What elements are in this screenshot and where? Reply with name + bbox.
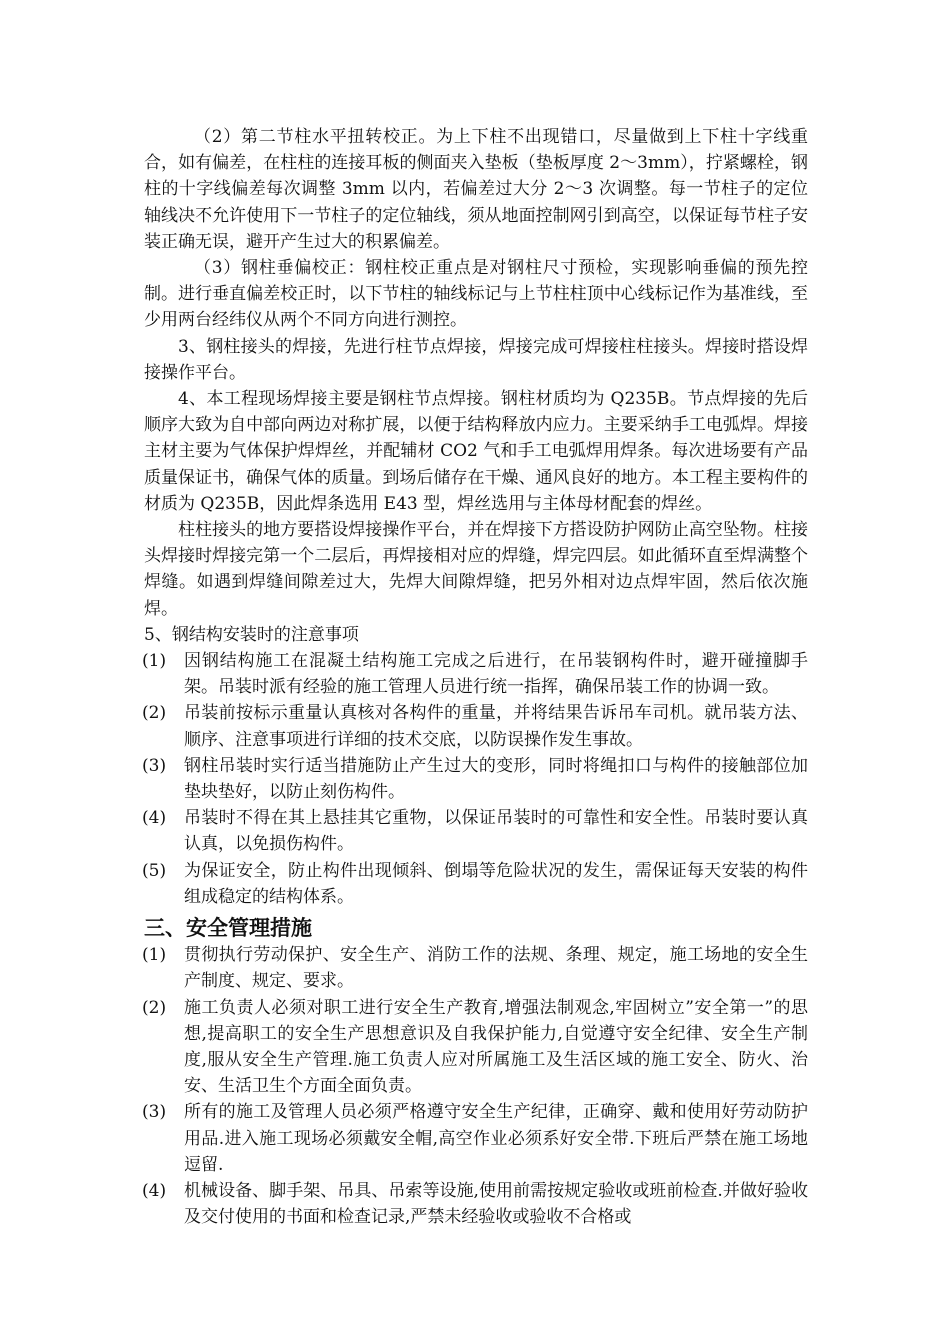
list-item-text: 施工负责人必须对职工进行安全生产教育,增强法制观念,牢固树立”安全第一”的思想,提高职工的安全生产思想意识及自我保护能力,自觉遵守安全纪律、安全生产制度,服从安全生产管理.施工负责人应对所属施工及生活区域的施工安全、防火、治安、生活卫生个方面全面负责。 bbox=[184, 997, 808, 1097]
list-item-text: 钢柱吊装时实行适当措施防止产生过大的变形，同时将绳扣口与构件的接触部位加垫块垫好，以防止刻伤构件。 bbox=[184, 755, 808, 803]
list-item-number: (2) bbox=[142, 703, 167, 724]
document-page bbox=[144, 124, 808, 1230]
list-item bbox=[144, 805, 808, 857]
section-heading-safety: 三、安全管理措施 bbox=[144, 916, 312, 941]
list-item-number: (4) bbox=[142, 1180, 167, 1201]
list-item-number: (3) bbox=[142, 755, 167, 776]
list-item-number: (2) bbox=[142, 997, 167, 1018]
list-item-text: 吊装时不得在其上悬挂其它重物，以保证吊装时的可靠性和安全性。吊装时要认真认真，以免损伤构件。 bbox=[184, 808, 808, 855]
list-item bbox=[144, 700, 808, 752]
list-item bbox=[144, 1178, 808, 1230]
list-item-text: 吊装前按标示重量认真核对各构件的重量，并将结果告诉吊车司机。就吊装方法、顺序、注意事项进行详细的技术交底，以防误操作发生事故。 bbox=[184, 703, 808, 750]
paragraph-site-welding: 4、本工程现场焊接主要是钢柱节点焊接。钢柱材质均为 Q235B。节点焊接的先后顺序大致为自中部向两边对称扩展，以便于结构释放内应力。主要采纳手工电弧焊。焊接主材主要为气体保护焊焊丝，并配辅材 CO2 气和手工电弧焊用焊条。每次进场要有产品质量保证书，确保气体的质量。到场后储存在干燥、通风良好的地方。本工程主要构件的材质为 Q235B，因此焊条选用 E43 型，焊丝选用与主体母材配套的焊丝。 bbox=[144, 389, 808, 514]
paragraph-column-joint-welding: 3、钢柱接头的焊接，先进行柱节点焊接，焊接完成可焊接柱柱接头。焊接时搭设焊接操作平台。 bbox=[144, 336, 808, 383]
paragraph-welding-platform: 柱柱接头的地方要搭设焊接操作平台，并在焊接下方搭设防护网防止高空坠物。柱接头焊接时焊接完第一个二层后，再焊接相对应的焊缝，焊完四层。如此循环直至焊满整个焊缝。如遇到焊缝间隙差过大，先焊大间隙焊缝，把另外相对边点焊牢固，然后依次施焊。 bbox=[144, 520, 808, 619]
list-item bbox=[144, 648, 808, 700]
list-item-text: 所有的施工及管理人员必须严格遵守安全生产纪律，正确穿、戴和使用好劳动防护用品.进入施工现场必须戴安全帽,高空作业必须系好安全带.下班后严禁在施工场地逗留. bbox=[184, 1102, 808, 1175]
list-item-number: (5) bbox=[142, 860, 167, 881]
list-item-text: 为保证安全，防止构件出现倾斜、倒塌等危险状况的发生，需保证每天安装的构件组成稳定的结构体系。 bbox=[184, 860, 808, 907]
paragraph-column-verticality-correction: （3）钢柱垂偏校正：钢柱校正重点是对钢柱尺寸预检，实现影响垂偏的预先控制。进行垂直偏差校正时，以下节柱的轴线标记与上节柱柱顶中心线标记作为基准线，至少用两台经纬仪从两个不同方向进行测控。 bbox=[144, 258, 808, 331]
list-item-text: 机械设备、脚手架、吊具、吊索等设施,使用前需按规定验收或班前检查.并做好验收及交付使用的书面和检查记录,严禁未经验收或验收不合格或 bbox=[184, 1180, 808, 1228]
safety-measures-list bbox=[144, 942, 808, 1230]
list-item bbox=[144, 995, 808, 1100]
paragraph-installation-notes-title: 5、钢结构安装时的注意事项 bbox=[144, 624, 359, 645]
list-item-number: (3) bbox=[142, 1102, 167, 1123]
list-item bbox=[144, 858, 808, 910]
paragraph-column-rotation-correction: （2）第二节柱水平扭转校正。为上下柱不出现错口，尽量做到上下柱十字线重合，如有偏差，在柱柱的连接耳板的侧面夹入垫板（垫板厚度 2～3mm），拧紧螺栓，钢柱的十字线偏差每次调整 3mm 以内，若偏差过大分 2～3 次调整。每一节柱子的定位轴线决不允许使用下一节柱子的定位轴线，须从地面控制网引到高空，以保证每节柱子安装正确无误，避开产生过大的积累偏差。 bbox=[144, 127, 808, 252]
list-item bbox=[144, 753, 808, 805]
list-item-text: 因钢结构施工在混凝土结构施工完成之后进行，在吊装钢构件时，避开碰撞脚手架。吊装时派有经验的施工管理人员进行统一指挥，确保吊装工作的协调一致。 bbox=[184, 651, 808, 698]
list-item-text: 贯彻执行劳动保护、安全生产、消防工作的法规、条理、规定，施工场地的安全生产制度、规定、要求。 bbox=[184, 945, 808, 992]
list-item-number: (4) bbox=[142, 808, 167, 829]
list-item-number: (1) bbox=[142, 945, 167, 966]
list-item bbox=[144, 942, 808, 994]
installation-notes-list bbox=[144, 648, 808, 910]
list-item bbox=[144, 1099, 808, 1178]
list-item-number: (1) bbox=[142, 651, 167, 672]
